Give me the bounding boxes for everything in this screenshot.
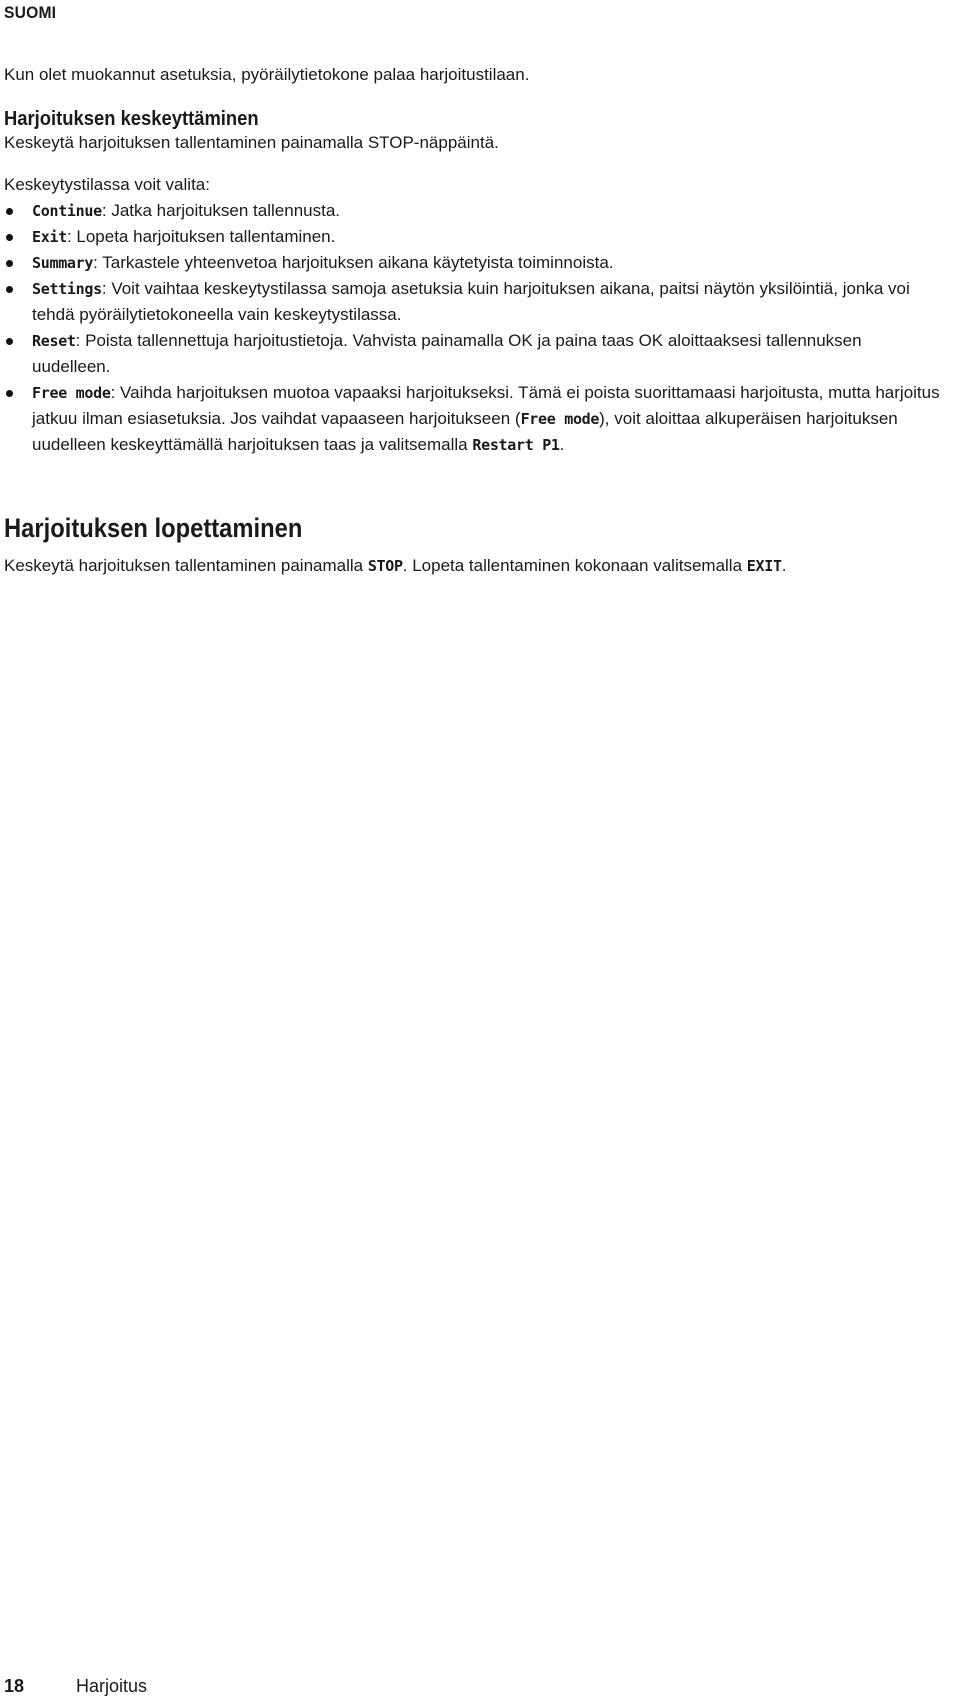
option-keyword: Summary: [32, 254, 94, 272]
page-footer: [4, 1675, 147, 1697]
option-keyword: Free mode: [32, 384, 111, 402]
bullet-icon: [6, 338, 13, 345]
option-text: Jatka harjoituksen tallennusta.: [111, 201, 341, 220]
bullet-icon: [6, 260, 13, 267]
pause-instruction: Keskeytä harjoituksen tallentaminen painamalla STOP-näppäintä.: [4, 133, 499, 152]
option-separator: :: [75, 331, 86, 350]
stop-keyword: STOP: [367, 557, 403, 575]
option-keyword: Reset: [32, 332, 76, 350]
language-label: SUOMI: [4, 3, 57, 22]
list-item: [4, 250, 940, 276]
option-text: Voit vaihtaa keskeytystilassa samoja asetuksia kuin harjoituksen aikana, paitsi näytön yksilöintiä, jonka voi tehdä pyöräilytietokoneella vain keskeytystilassa.: [32, 279, 910, 324]
option-separator: :: [101, 201, 112, 220]
page-number: 18: [4, 1676, 25, 1696]
list-item: [4, 224, 940, 250]
list-item: [4, 328, 940, 380]
bullet-icon: [6, 234, 13, 241]
stop-text: . Lopeta tallentaminen kokonaan valitsemalla: [402, 556, 747, 575]
bullet-icon: [6, 286, 13, 293]
stop-text: .: [781, 556, 787, 575]
option-keyword: Settings: [32, 280, 102, 298]
option-keyword-inline: Free mode: [520, 410, 600, 428]
list-item: [4, 380, 940, 458]
option-separator: :: [110, 383, 121, 402]
option-separator: :: [101, 279, 112, 298]
option-separator: :: [93, 253, 103, 272]
option-keyword: Exit: [32, 228, 67, 246]
stop-instruction: [4, 553, 786, 579]
option-text: Lopeta harjoituksen tallentaminen.: [76, 227, 336, 246]
bullet-icon: [6, 208, 13, 215]
stop-section-title: Harjoituksen lopettaminen: [4, 513, 303, 543]
list-item: [4, 276, 940, 328]
option-text: Poista tallennettuja harjoitustietoja. Vahvista painamalla OK ja paina taas OK aloittaaksesi tallennuksen uudelleen.: [32, 331, 862, 376]
pause-section-title: Harjoituksen keskeyttäminen: [4, 108, 259, 130]
pause-choose-text: Keskeytystilassa voit valita:: [4, 175, 210, 194]
stop-text: Keskeytä harjoituksen tallentaminen painamalla: [4, 556, 368, 575]
option-text: Tarkastele yhteenvetoa harjoituksen aikana käytetyista toiminnoista.: [102, 253, 614, 272]
option-text: ), voit aloittaa alkuperäisen harjoituksen uudelleen keskeyttämällä harjoituksen taas ja valitsemalla: [32, 409, 898, 454]
option-text: .: [559, 435, 565, 454]
option-keyword-inline: Restart P1: [472, 436, 560, 454]
pause-options-list: [4, 198, 940, 458]
list-item: [4, 198, 940, 224]
footer-section: Harjoitus: [76, 1676, 148, 1696]
bullet-icon: [6, 390, 13, 397]
intro-paragraph: Kun olet muokannut asetuksia, pyöräilytietokone palaa harjoitustilaan.: [4, 65, 530, 84]
exit-keyword: EXIT: [746, 557, 782, 575]
option-keyword: Continue: [32, 202, 102, 220]
option-separator: :: [66, 227, 77, 246]
option-text: Vaihda harjoituksen muotoa vapaaksi harjoitukseksi. Tämä ei poista suorittamaasi harjoitusta, mutta harjoitus jatkuu ilman esiasetuksia. Jos vaihdat vapaaseen harjoitukseen (: [32, 383, 940, 428]
